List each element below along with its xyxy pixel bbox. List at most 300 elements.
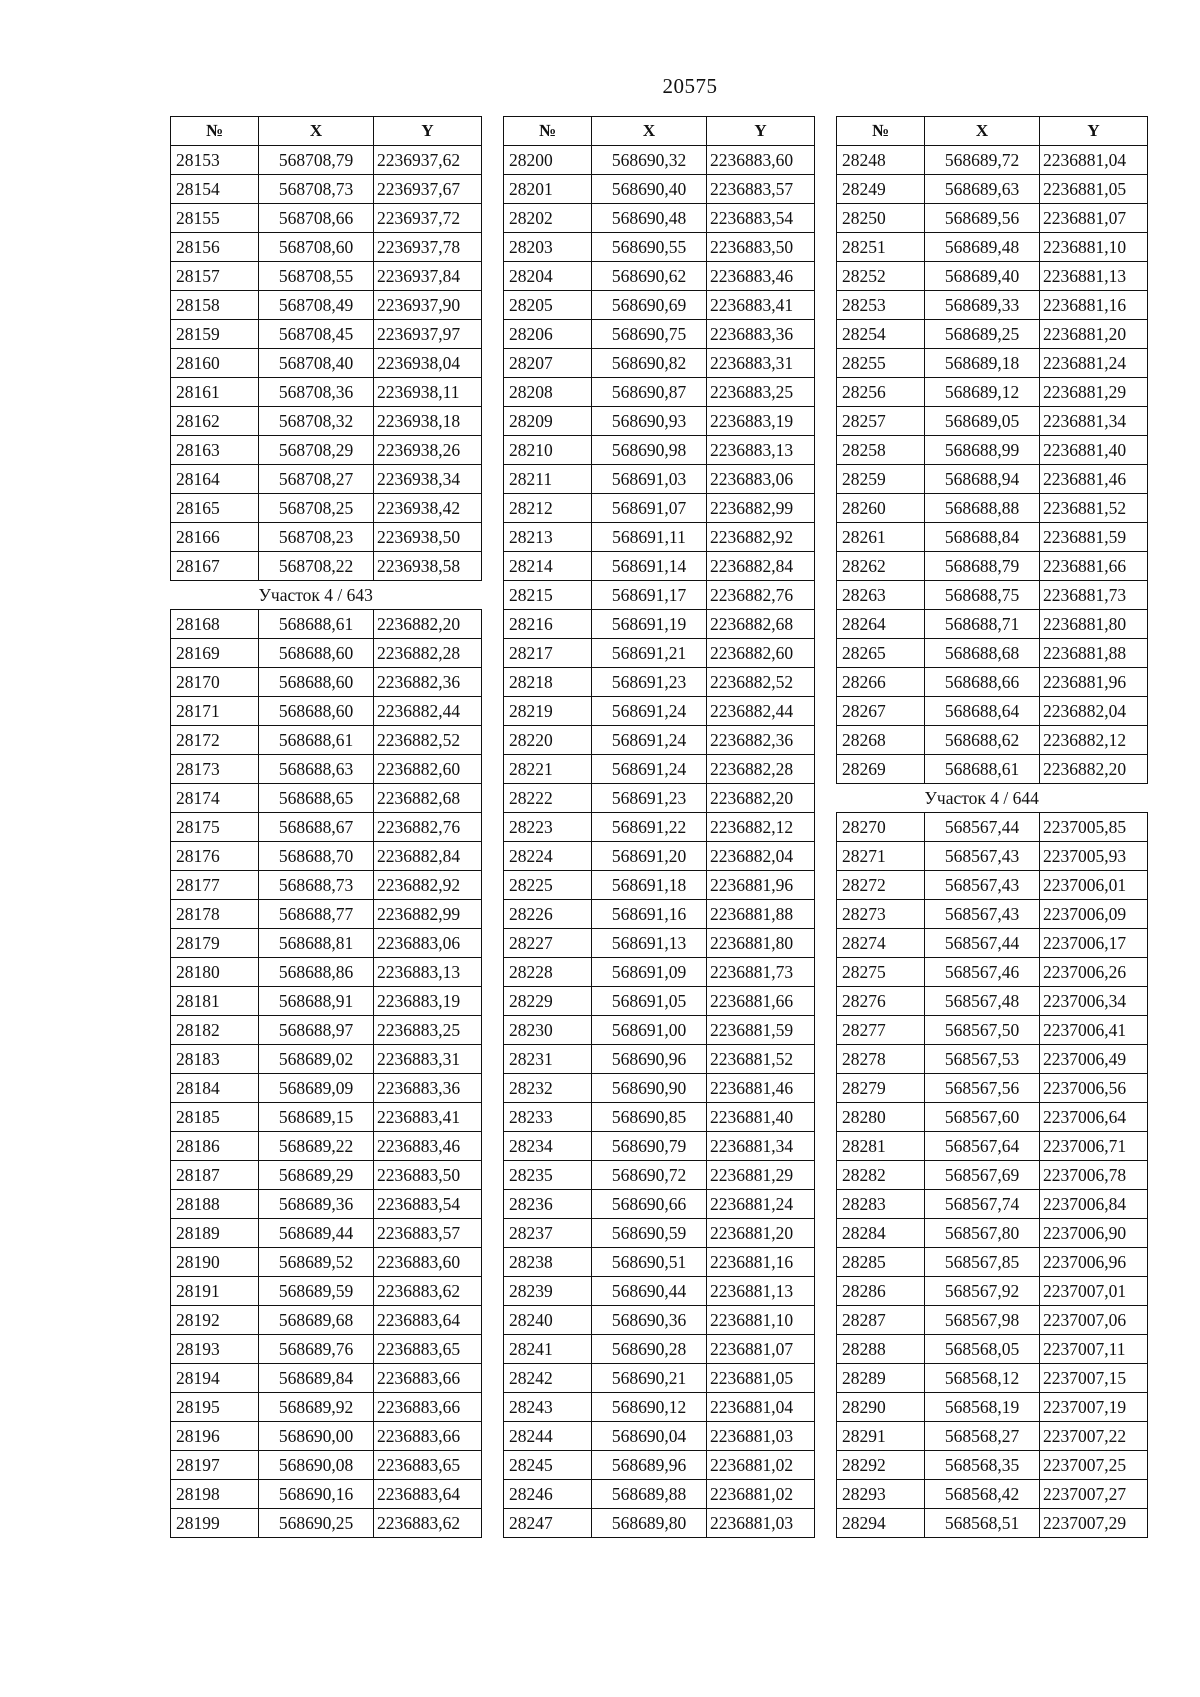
y-coordinate: 2236881,16	[707, 1248, 815, 1277]
header-y: Y	[707, 117, 815, 146]
x-coordinate: 568691,07	[592, 494, 707, 523]
point-number: 28224	[504, 842, 592, 871]
y-coordinate: 2236882,84	[707, 552, 815, 581]
table-row	[171, 1393, 482, 1422]
point-number: 28260	[837, 494, 925, 523]
table-row	[504, 1161, 815, 1190]
x-coordinate: 568688,70	[259, 842, 374, 871]
table-row	[837, 262, 1148, 291]
x-coordinate: 568689,25	[925, 320, 1040, 349]
y-coordinate: 2236938,04	[374, 349, 482, 378]
point-number: 28171	[171, 697, 259, 726]
table-row	[504, 1016, 815, 1045]
x-coordinate: 568708,36	[259, 378, 374, 407]
x-coordinate: 568691,21	[592, 639, 707, 668]
point-number: 28281	[837, 1132, 925, 1161]
y-coordinate: 2236883,50	[707, 233, 815, 262]
x-coordinate: 568690,28	[592, 1335, 707, 1364]
y-coordinate: 2236881,29	[1040, 378, 1148, 407]
table-row	[171, 958, 482, 987]
table-row	[171, 291, 482, 320]
point-number: 28176	[171, 842, 259, 871]
x-coordinate: 568688,79	[925, 552, 1040, 581]
x-coordinate: 568690,48	[592, 204, 707, 233]
y-coordinate: 2236882,20	[1040, 755, 1148, 784]
table-row	[837, 523, 1148, 552]
point-number: 28178	[171, 900, 259, 929]
y-coordinate: 2236881,29	[707, 1161, 815, 1190]
y-coordinate: 2237006,34	[1040, 987, 1148, 1016]
y-coordinate: 2236881,10	[707, 1306, 815, 1335]
table-row	[171, 987, 482, 1016]
point-number: 28247	[504, 1509, 592, 1538]
y-coordinate: 2236882,60	[707, 639, 815, 668]
y-coordinate: 2236881,05	[1040, 175, 1148, 204]
table-row	[171, 1277, 482, 1306]
point-number: 28248	[837, 146, 925, 175]
y-coordinate: 2236882,68	[374, 784, 482, 813]
x-coordinate: 568689,22	[259, 1132, 374, 1161]
x-coordinate: 568708,25	[259, 494, 374, 523]
y-coordinate: 2236882,52	[707, 668, 815, 697]
y-coordinate: 2237007,25	[1040, 1451, 1148, 1480]
x-coordinate: 568567,80	[925, 1219, 1040, 1248]
y-coordinate: 2236883,41	[707, 291, 815, 320]
x-coordinate: 568689,80	[592, 1509, 707, 1538]
point-number: 28201	[504, 175, 592, 204]
x-coordinate: 568567,56	[925, 1074, 1040, 1103]
y-coordinate: 2236883,19	[707, 407, 815, 436]
y-coordinate: 2237006,71	[1040, 1132, 1148, 1161]
point-number: 28235	[504, 1161, 592, 1190]
y-coordinate: 2236938,34	[374, 465, 482, 494]
point-number: 28293	[837, 1480, 925, 1509]
table-row	[837, 1132, 1148, 1161]
point-number: 28242	[504, 1364, 592, 1393]
point-number: 28256	[837, 378, 925, 407]
section-row	[837, 784, 1148, 813]
x-coordinate: 568688,77	[259, 900, 374, 929]
table-row	[504, 146, 815, 175]
point-number: 28233	[504, 1103, 592, 1132]
y-coordinate: 2236882,04	[707, 842, 815, 871]
point-number: 28213	[504, 523, 592, 552]
x-coordinate: 568691,17	[592, 581, 707, 610]
table-row	[171, 494, 482, 523]
table-row	[504, 987, 815, 1016]
y-coordinate: 2236881,88	[707, 900, 815, 929]
table-row	[837, 697, 1148, 726]
x-coordinate: 568708,73	[259, 175, 374, 204]
y-coordinate: 2236937,97	[374, 320, 482, 349]
table-row	[171, 668, 482, 697]
y-coordinate: 2237007,22	[1040, 1422, 1148, 1451]
point-number: 28250	[837, 204, 925, 233]
point-number: 28282	[837, 1161, 925, 1190]
y-coordinate: 2236881,04	[1040, 146, 1148, 175]
table-row	[504, 842, 815, 871]
table-row	[837, 639, 1148, 668]
x-coordinate: 568689,72	[925, 146, 1040, 175]
point-number: 28289	[837, 1364, 925, 1393]
table-row	[837, 813, 1148, 842]
x-coordinate: 568690,66	[592, 1190, 707, 1219]
y-coordinate: 2236881,59	[1040, 523, 1148, 552]
y-coordinate: 2236881,52	[707, 1045, 815, 1074]
table-row	[837, 929, 1148, 958]
y-coordinate: 2236881,20	[707, 1219, 815, 1248]
header-y: Y	[1040, 117, 1148, 146]
y-coordinate: 2236881,46	[707, 1074, 815, 1103]
x-coordinate: 568691,23	[592, 784, 707, 813]
point-number: 28292	[837, 1451, 925, 1480]
x-coordinate: 568708,79	[259, 146, 374, 175]
y-coordinate: 2236882,52	[374, 726, 482, 755]
point-number: 28278	[837, 1045, 925, 1074]
table-row	[504, 1451, 815, 1480]
point-number: 28200	[504, 146, 592, 175]
x-coordinate: 568689,29	[259, 1161, 374, 1190]
y-coordinate: 2236882,76	[707, 581, 815, 610]
point-number: 28204	[504, 262, 592, 291]
table-row	[504, 349, 815, 378]
x-coordinate: 568689,88	[592, 1480, 707, 1509]
point-number: 28153	[171, 146, 259, 175]
y-coordinate: 2236883,50	[374, 1161, 482, 1190]
table-row	[504, 1335, 815, 1364]
table-row	[171, 1480, 482, 1509]
table-row	[171, 465, 482, 494]
y-coordinate: 2236881,10	[1040, 233, 1148, 262]
x-coordinate: 568688,86	[259, 958, 374, 987]
y-coordinate: 2236937,90	[374, 291, 482, 320]
point-number: 28189	[171, 1219, 259, 1248]
y-coordinate: 2237006,01	[1040, 871, 1148, 900]
table-row	[837, 1074, 1148, 1103]
point-number: 28269	[837, 755, 925, 784]
y-coordinate: 2237006,56	[1040, 1074, 1148, 1103]
point-number: 28285	[837, 1248, 925, 1277]
x-coordinate: 568567,64	[925, 1132, 1040, 1161]
table-row	[504, 1219, 815, 1248]
y-coordinate: 2236883,65	[374, 1451, 482, 1480]
table-row	[504, 813, 815, 842]
table-row	[837, 668, 1148, 697]
y-coordinate: 2236881,34	[707, 1132, 815, 1161]
y-coordinate: 2236881,66	[707, 987, 815, 1016]
x-coordinate: 568708,29	[259, 436, 374, 465]
point-number: 28257	[837, 407, 925, 436]
point-number: 28199	[171, 1509, 259, 1538]
table-row	[837, 1306, 1148, 1335]
y-coordinate: 2236883,41	[374, 1103, 482, 1132]
y-coordinate: 2236882,20	[707, 784, 815, 813]
table-row	[837, 204, 1148, 233]
y-coordinate: 2236882,99	[374, 900, 482, 929]
table-row	[171, 813, 482, 842]
y-coordinate: 2236883,65	[374, 1335, 482, 1364]
point-number: 28197	[171, 1451, 259, 1480]
page-number: 20575	[662, 74, 718, 98]
y-coordinate: 2236881,05	[707, 1364, 815, 1393]
point-number: 28173	[171, 755, 259, 784]
x-coordinate: 568689,05	[925, 407, 1040, 436]
section-row	[171, 581, 482, 610]
x-coordinate: 568690,25	[259, 1509, 374, 1538]
table-row	[171, 871, 482, 900]
table-row	[171, 1335, 482, 1364]
table-row	[504, 871, 815, 900]
table-row	[504, 1103, 815, 1132]
table-row	[504, 204, 815, 233]
y-coordinate: 2237006,96	[1040, 1248, 1148, 1277]
section-label: Участок 4 / 644	[837, 784, 1148, 813]
table-row	[837, 175, 1148, 204]
y-coordinate: 2236882,44	[707, 697, 815, 726]
point-number: 28169	[171, 639, 259, 668]
point-number: 28202	[504, 204, 592, 233]
point-number: 28275	[837, 958, 925, 987]
table-row	[504, 1509, 815, 1538]
x-coordinate: 568688,73	[259, 871, 374, 900]
y-coordinate: 2237005,93	[1040, 842, 1148, 871]
point-number: 28193	[171, 1335, 259, 1364]
y-coordinate: 2236883,60	[374, 1248, 482, 1277]
point-number: 28210	[504, 436, 592, 465]
point-number: 28194	[171, 1364, 259, 1393]
x-coordinate: 568689,40	[925, 262, 1040, 291]
coordinates-table-1	[170, 116, 482, 1538]
y-coordinate: 2236883,31	[707, 349, 815, 378]
x-coordinate: 568691,05	[592, 987, 707, 1016]
x-coordinate: 568689,63	[925, 175, 1040, 204]
x-coordinate: 568568,05	[925, 1335, 1040, 1364]
header-number: №	[171, 117, 259, 146]
table-row	[171, 1364, 482, 1393]
table-row	[171, 204, 482, 233]
point-number: 28217	[504, 639, 592, 668]
table-row	[171, 726, 482, 755]
point-number: 28206	[504, 320, 592, 349]
x-coordinate: 568567,92	[925, 1277, 1040, 1306]
point-number: 28238	[504, 1248, 592, 1277]
point-number: 28220	[504, 726, 592, 755]
y-coordinate: 2236882,28	[374, 639, 482, 668]
point-number: 28264	[837, 610, 925, 639]
x-coordinate: 568568,42	[925, 1480, 1040, 1509]
y-coordinate: 2236882,36	[707, 726, 815, 755]
y-coordinate: 2236883,25	[707, 378, 815, 407]
table-row	[171, 1132, 482, 1161]
point-number: 28203	[504, 233, 592, 262]
y-coordinate: 2237007,01	[1040, 1277, 1148, 1306]
point-number: 28164	[171, 465, 259, 494]
table-row	[504, 784, 815, 813]
y-coordinate: 2236882,76	[374, 813, 482, 842]
point-number: 28218	[504, 668, 592, 697]
y-coordinate: 2236883,31	[374, 1045, 482, 1074]
x-coordinate: 568690,36	[592, 1306, 707, 1335]
table-row	[504, 320, 815, 349]
point-number: 28266	[837, 668, 925, 697]
y-coordinate: 2236938,58	[374, 552, 482, 581]
point-number: 28229	[504, 987, 592, 1016]
x-coordinate: 568568,35	[925, 1451, 1040, 1480]
x-coordinate: 568690,55	[592, 233, 707, 262]
point-number: 28252	[837, 262, 925, 291]
y-coordinate: 2236881,34	[1040, 407, 1148, 436]
point-number: 28261	[837, 523, 925, 552]
point-number: 28214	[504, 552, 592, 581]
table-row	[504, 378, 815, 407]
point-number: 28208	[504, 378, 592, 407]
x-coordinate: 568567,98	[925, 1306, 1040, 1335]
x-coordinate: 568691,22	[592, 813, 707, 842]
point-number: 28272	[837, 871, 925, 900]
point-number: 28259	[837, 465, 925, 494]
point-number: 28181	[171, 987, 259, 1016]
table-row	[504, 291, 815, 320]
table-row	[504, 523, 815, 552]
point-number: 28222	[504, 784, 592, 813]
table-row	[837, 581, 1148, 610]
point-number: 28246	[504, 1480, 592, 1509]
y-coordinate: 2236938,42	[374, 494, 482, 523]
y-coordinate: 2236881,13	[707, 1277, 815, 1306]
x-coordinate: 568690,62	[592, 262, 707, 291]
y-coordinate: 2236937,78	[374, 233, 482, 262]
x-coordinate: 568567,44	[925, 813, 1040, 842]
table-row	[171, 175, 482, 204]
point-number: 28287	[837, 1306, 925, 1335]
table-row	[504, 1306, 815, 1335]
y-coordinate: 2236881,20	[1040, 320, 1148, 349]
y-coordinate: 2237006,64	[1040, 1103, 1148, 1132]
y-coordinate: 2236883,13	[707, 436, 815, 465]
x-coordinate: 568689,92	[259, 1393, 374, 1422]
y-coordinate: 2237005,85	[1040, 813, 1148, 842]
table-row	[504, 407, 815, 436]
point-number: 28215	[504, 581, 592, 610]
table-row	[837, 958, 1148, 987]
point-number: 28290	[837, 1393, 925, 1422]
x-coordinate: 568689,76	[259, 1335, 374, 1364]
x-coordinate: 568691,20	[592, 842, 707, 871]
table-row	[171, 233, 482, 262]
point-number: 28219	[504, 697, 592, 726]
table-row	[837, 291, 1148, 320]
x-coordinate: 568567,60	[925, 1103, 1040, 1132]
table-row	[837, 987, 1148, 1016]
table-row	[504, 1393, 815, 1422]
x-coordinate: 568689,02	[259, 1045, 374, 1074]
y-coordinate: 2236882,12	[707, 813, 815, 842]
x-coordinate: 568689,44	[259, 1219, 374, 1248]
y-coordinate: 2236881,07	[1040, 204, 1148, 233]
x-coordinate: 568690,21	[592, 1364, 707, 1393]
table-row	[504, 1364, 815, 1393]
x-coordinate: 568689,59	[259, 1277, 374, 1306]
y-coordinate: 2236882,60	[374, 755, 482, 784]
x-coordinate: 568708,40	[259, 349, 374, 378]
table-row	[171, 378, 482, 407]
table-row	[837, 1422, 1148, 1451]
x-coordinate: 568691,03	[592, 465, 707, 494]
y-coordinate: 2236937,62	[374, 146, 482, 175]
y-coordinate: 2236882,36	[374, 668, 482, 697]
y-coordinate: 2236882,44	[374, 697, 482, 726]
x-coordinate: 568689,96	[592, 1451, 707, 1480]
y-coordinate: 2236882,12	[1040, 726, 1148, 755]
x-coordinate: 568708,22	[259, 552, 374, 581]
y-coordinate: 2236881,66	[1040, 552, 1148, 581]
point-number: 28245	[504, 1451, 592, 1480]
x-coordinate: 568688,61	[925, 755, 1040, 784]
table-row	[171, 1016, 482, 1045]
x-coordinate: 568567,43	[925, 900, 1040, 929]
point-number: 28183	[171, 1045, 259, 1074]
point-number: 28239	[504, 1277, 592, 1306]
table-row	[837, 1509, 1148, 1538]
x-coordinate: 568567,50	[925, 1016, 1040, 1045]
x-coordinate: 568567,48	[925, 987, 1040, 1016]
table-row	[837, 842, 1148, 871]
y-coordinate: 2236938,50	[374, 523, 482, 552]
point-number: 28168	[171, 610, 259, 639]
y-coordinate: 2236883,06	[374, 929, 482, 958]
y-coordinate: 2237007,29	[1040, 1509, 1148, 1538]
y-coordinate: 2236881,04	[707, 1393, 815, 1422]
y-coordinate: 2236881,59	[707, 1016, 815, 1045]
table-row	[837, 1364, 1148, 1393]
table-row	[837, 349, 1148, 378]
x-coordinate: 568688,75	[925, 581, 1040, 610]
x-coordinate: 568567,85	[925, 1248, 1040, 1277]
y-coordinate: 2236881,80	[707, 929, 815, 958]
x-coordinate: 568691,16	[592, 900, 707, 929]
point-number: 28280	[837, 1103, 925, 1132]
table-row	[837, 407, 1148, 436]
x-coordinate: 568688,81	[259, 929, 374, 958]
point-number: 28209	[504, 407, 592, 436]
x-coordinate: 568688,65	[259, 784, 374, 813]
table-row	[504, 552, 815, 581]
table-row	[171, 1190, 482, 1219]
table-row	[837, 1248, 1148, 1277]
table-row	[837, 378, 1148, 407]
x-coordinate: 568690,00	[259, 1422, 374, 1451]
point-number: 28277	[837, 1016, 925, 1045]
table-row	[837, 1016, 1148, 1045]
y-coordinate: 2237006,49	[1040, 1045, 1148, 1074]
table-row	[837, 871, 1148, 900]
table-row	[504, 1132, 815, 1161]
x-coordinate: 568690,32	[592, 146, 707, 175]
table-row	[504, 929, 815, 958]
y-coordinate: 2236883,54	[707, 204, 815, 233]
table-row	[504, 639, 815, 668]
table-row	[504, 465, 815, 494]
table-row	[171, 1074, 482, 1103]
x-coordinate: 568691,24	[592, 726, 707, 755]
table-row	[171, 407, 482, 436]
y-coordinate: 2236881,07	[707, 1335, 815, 1364]
x-coordinate: 568690,72	[592, 1161, 707, 1190]
x-coordinate: 568690,75	[592, 320, 707, 349]
header-y: Y	[374, 117, 482, 146]
x-coordinate: 568690,04	[592, 1422, 707, 1451]
table-row	[171, 349, 482, 378]
